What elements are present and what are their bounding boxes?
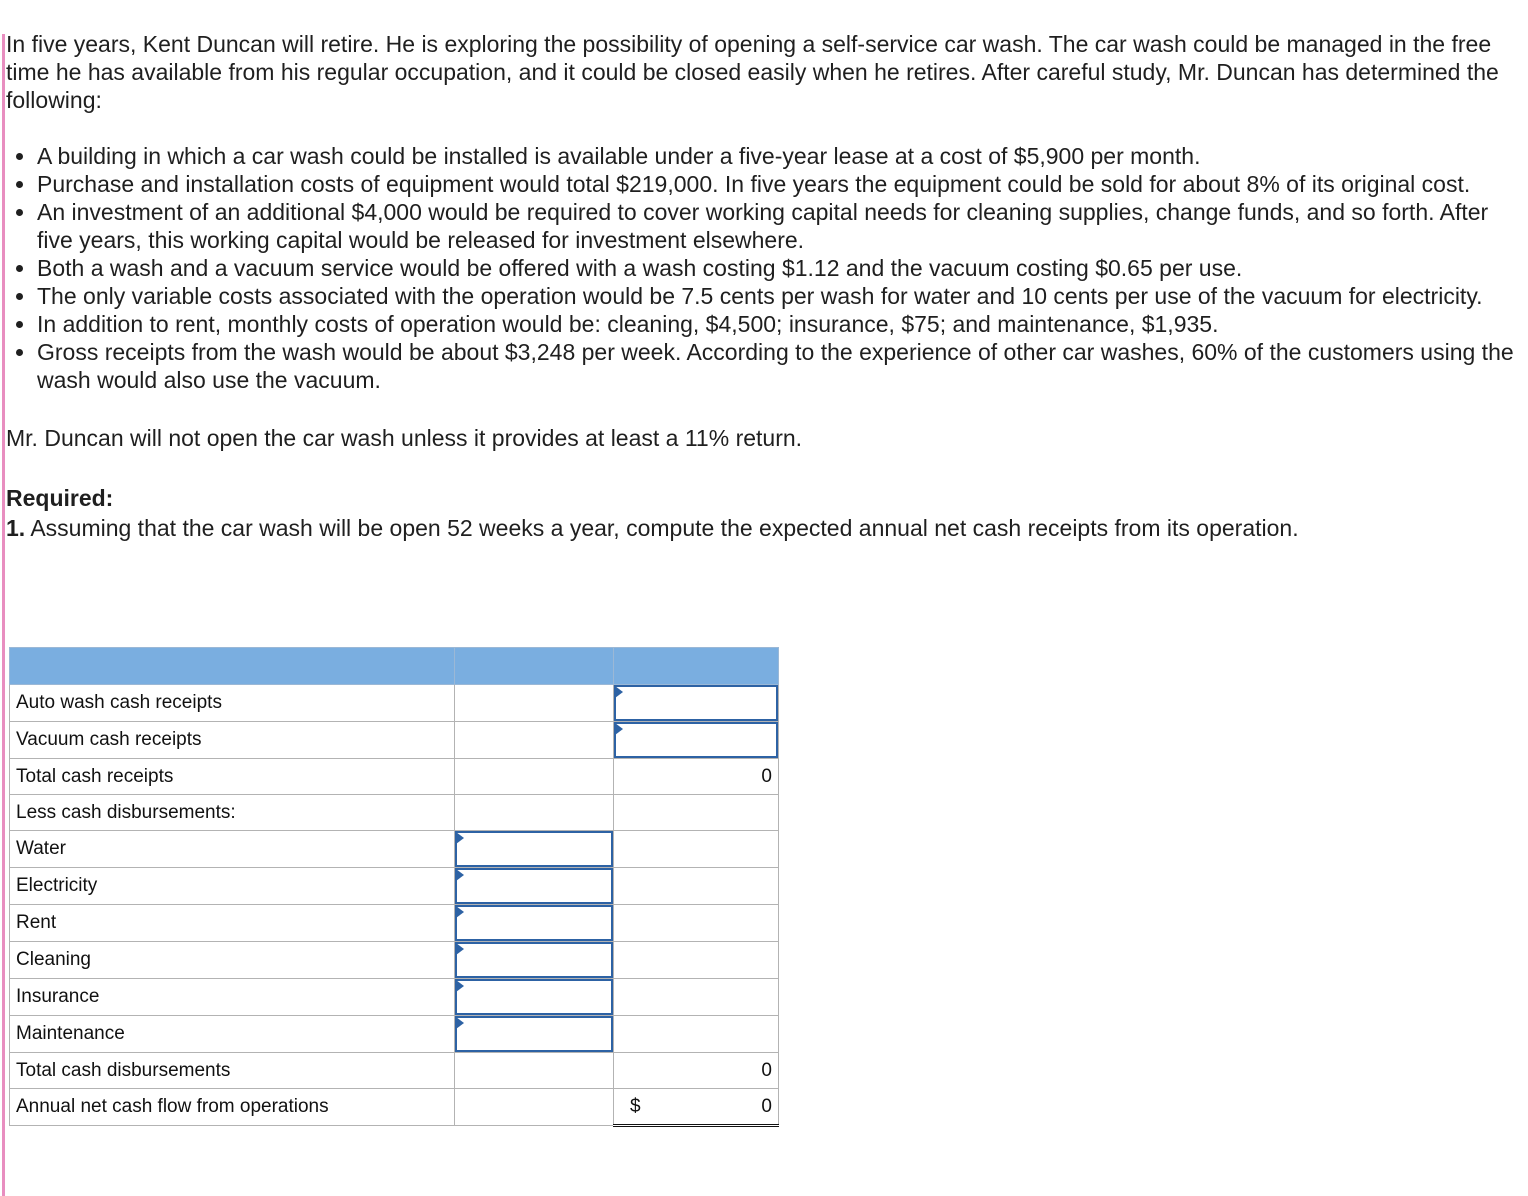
maintenance-input[interactable] [455,1016,613,1052]
net-cash-flow-cell [614,1089,779,1126]
input-marker-icon [456,832,464,844]
facts-list [6,142,1516,394]
left-margin-rule [2,34,5,1196]
input-marker-icon [615,723,623,735]
less-disbursements-label: Less cash disbursements: [10,795,455,831]
cash-receipts-table [9,647,779,1127]
question-text: Assuming that the car wash will be open 52 weeks a year, compute the expected annual net cash receipts from its operation. [30,515,1299,541]
total-receipts-value: 0 [614,759,779,795]
auto-wash-input[interactable] [614,685,778,721]
table-row [10,868,779,905]
net-cash-flow-label: Annual net cash flow from operations [10,1089,455,1126]
input-marker-icon [456,869,464,881]
input-marker-icon [456,906,464,918]
total-receipts-label: Total cash receipts [10,759,455,795]
table-header-row [10,648,779,685]
problem-content [6,30,1516,542]
table-row [10,1016,779,1053]
intro-paragraph: In five years, Kent Duncan will retire. He is exploring the possibility of opening a self-service car wash. The car wash could be managed in the free time he has available from his regular occupation, and it could be closed easily when he retires. After careful study, Mr. Duncan has determined the following: [6,31,1499,113]
auto-wash-label: Auto wash cash receipts [10,685,455,722]
maintenance-label: Maintenance [10,1016,455,1053]
list-item: • Both a wash and a vacuum service would be offered with a wash costing $1.12 and the vacuum costing $0.65 per use. [37,254,1516,282]
rent-input[interactable] [455,905,613,941]
vacuum-input[interactable] [614,722,778,758]
input-marker-icon [615,686,623,698]
table-row [10,831,779,868]
table-row [10,905,779,942]
table-row [10,979,779,1016]
total-disbursements-value: 0 [614,1053,779,1089]
electricity-label: Electricity [10,868,455,905]
electricity-input[interactable] [455,868,613,904]
return-requirement: Mr. Duncan will not open the car wash unless it provides at least a 11% return. [6,425,803,451]
table-row [10,759,779,795]
list-item: • The only variable costs associated with the operation would be 7.5 cents per wash for water and 10 cents per use of the vacuum for electricity. [37,282,1516,310]
required-heading: Required: [6,485,114,511]
table-row [10,1089,779,1126]
rent-label: Rent [10,905,455,942]
currency-symbol: $ [630,1095,641,1117]
list-item: • Gross receipts from the wash would be about $3,248 per week. According to the experience of other car washes, 60% of the customers using the wash would also use the vacuum. [37,338,1516,394]
table-row [10,722,779,759]
cleaning-label: Cleaning [10,942,455,979]
cleaning-input[interactable] [455,942,613,978]
total-disbursements-label: Total cash disbursements [10,1053,455,1089]
question-number: 1. [6,515,26,541]
insurance-input[interactable] [455,979,613,1015]
list-item: • A building in which a car wash could be installed is available under a five-year lease at a cost of $5,900 per month. [37,142,1516,170]
table-row [10,795,779,831]
input-marker-icon [456,980,464,992]
water-label: Water [10,831,455,868]
question-1 [6,514,1516,542]
table-row [10,942,779,979]
input-marker-icon [456,1017,464,1029]
water-input[interactable] [455,831,613,867]
table-row [10,685,779,722]
input-marker-icon [456,943,464,955]
vacuum-label: Vacuum cash receipts [10,722,455,759]
net-cash-flow-value: 0 [761,1095,772,1117]
table-row [10,1053,779,1089]
insurance-label: Insurance [10,979,455,1016]
list-item: • Purchase and installation costs of equipment would total $219,000. In five years the equipment could be sold for about 8% of its original cost. [37,170,1516,198]
list-item: • In addition to rent, monthly costs of operation would be: cleaning, $4,500; insurance, $75; and maintenance, $1,935. [37,310,1516,338]
list-item: • An investment of an additional $4,000 would be required to cover working capital needs for cleaning supplies, change funds, and so forth. After five years, this working capital would be released for investment elsewhere. [37,198,1516,254]
